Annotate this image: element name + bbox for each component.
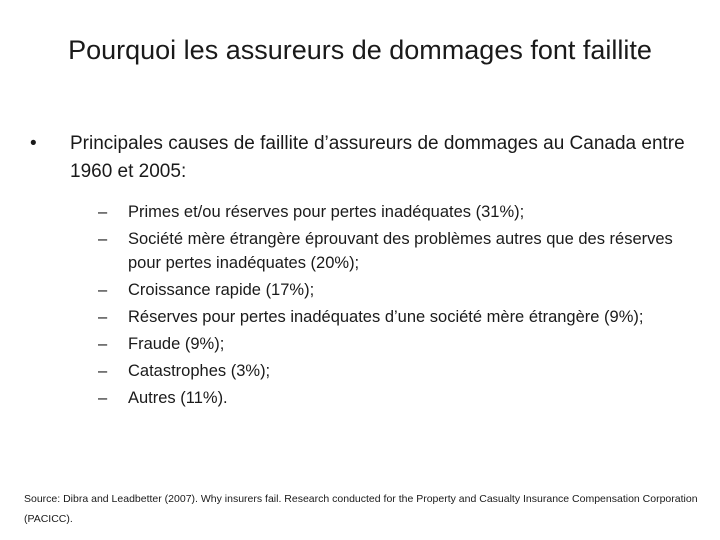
list-item	[98, 359, 698, 383]
list-item	[98, 227, 698, 275]
list-item-text: Société mère étrangère éprouvant des problèmes autres que des réserves pour pertes inadéquates (20%);	[128, 230, 673, 272]
list-item-text: Réserves pour pertes inadéquates d’une société mère étrangère (9%);	[128, 308, 644, 326]
slide-title: Pourquoi les assureurs de dommages font faillite	[68, 35, 652, 65]
dash-icon: –	[98, 230, 108, 248]
bullet-icon: •	[30, 133, 37, 154]
list-item-text: Primes et/ou réserves pour pertes inadéquates (31%);	[128, 203, 525, 221]
causes-list	[98, 200, 698, 413]
dash-icon: –	[98, 308, 108, 326]
main-bullet-text: Principales causes de faillite d’assureurs de dommages au Canada entre 1960 et 2005:	[70, 133, 685, 182]
source-citation: Source: Dibra and Leadbetter (2007). Why insurers fail. Research conducted for the Property and Casualty Insurance Compensation Corporation (PACICC).	[24, 493, 698, 525]
dash-icon: –	[98, 389, 108, 407]
list-item	[98, 278, 698, 302]
dash-icon: –	[98, 281, 108, 299]
main-bullet	[30, 130, 690, 186]
list-item	[98, 305, 698, 329]
dash-icon: –	[98, 362, 108, 380]
dash-icon: –	[98, 203, 108, 221]
list-item	[98, 200, 698, 224]
list-item-text: Fraude (9%);	[128, 335, 225, 353]
dash-icon: –	[98, 335, 108, 353]
list-item-text: Catastrophes (3%);	[128, 362, 271, 380]
list-item	[98, 332, 698, 356]
list-item-text: Autres (11%).	[128, 389, 228, 407]
list-item	[98, 386, 698, 410]
list-item-text: Croissance rapide (17%);	[128, 281, 315, 299]
